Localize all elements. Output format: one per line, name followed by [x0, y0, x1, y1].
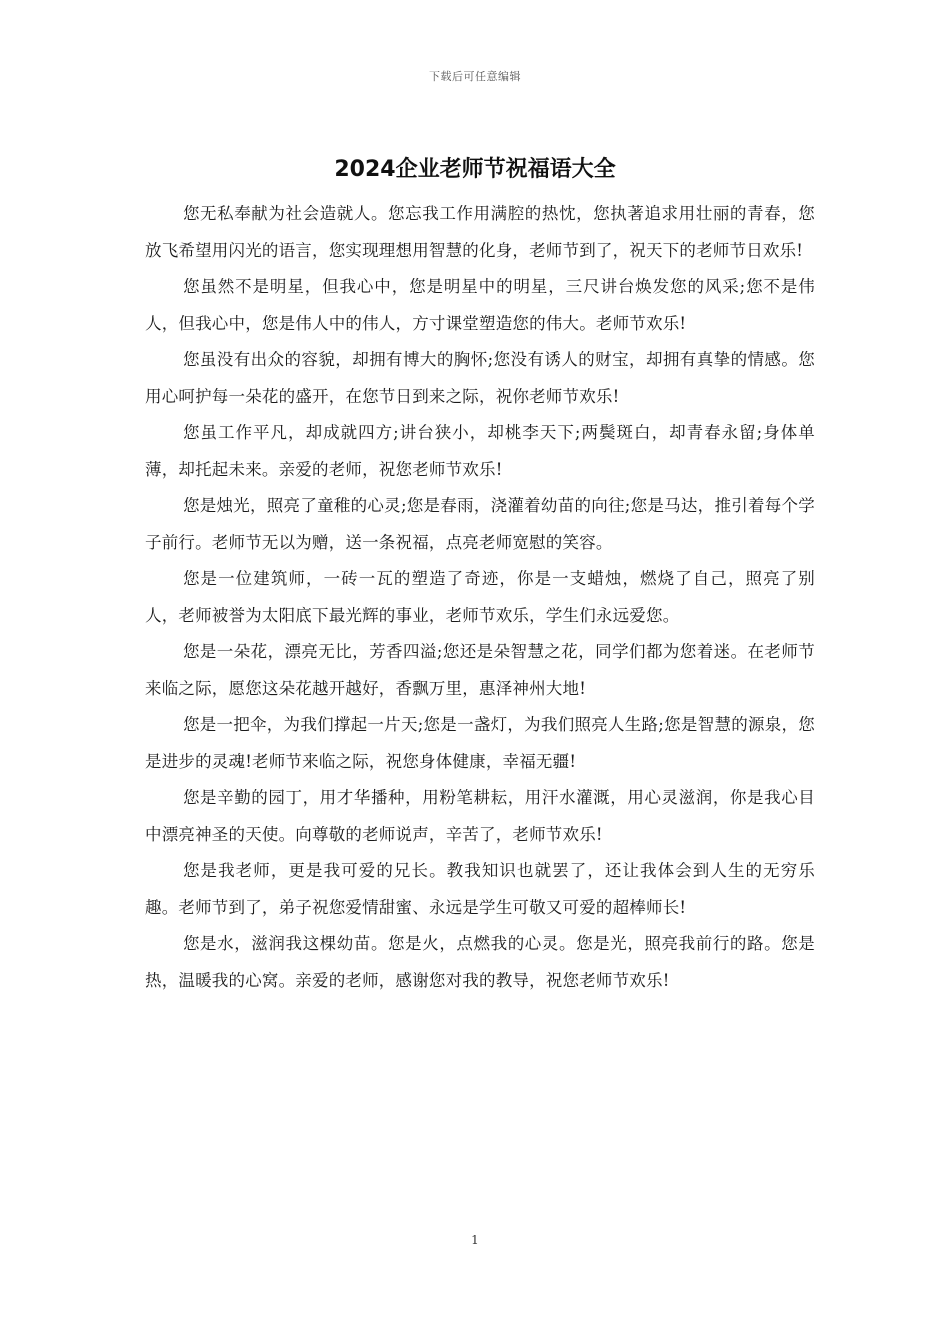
paragraph: 您虽没有出众的容貌，却拥有博大的胸怀;您没有诱人的财宝，却拥有真挚的情感。您用心呵护每一朵花的盛开，在您节日到来之际，祝你老师节欢乐!: [145, 350, 815, 406]
document-body: [145, 196, 815, 999]
paragraph: 您虽然不是明星，但我心中，您是明星中的明星，三尺讲台焕发您的风采;您不是伟人，但我心中，您是伟人中的伟人，方寸课堂塑造您的伟大。老师节欢乐!: [145, 277, 815, 333]
paragraph: 您是一位建筑师，一砖一瓦的塑造了奇迹，你是一支蜡烛，燃烧了自己，照亮了别人，老师被誉为太阳底下最光辉的事业，老师节欢乐，学生们永远爱您。: [145, 569, 815, 625]
paragraph: 您虽工作平凡，却成就四方;讲台狭小，却桃李天下;两鬓斑白，却青春永留;身体单薄，却托起未来。亲爱的老师，祝您老师节欢乐!: [145, 423, 815, 479]
paragraph: 您是烛光，照亮了童稚的心灵;您是春雨，浇灌着幼苗的向往;您是马达，推引着每个学子前行。老师节无以为赠，送一条祝福，点亮老师宽慰的笑容。: [145, 496, 815, 552]
paragraph: 您无私奉献为社会造就人。您忘我工作用满腔的热忱，您执著追求用壮丽的青春，您放飞希望用闪光的语言，您实现理想用智慧的化身，老师节到了，祝天下的老师节日欢乐!: [145, 204, 815, 260]
paragraph: 您是我老师，更是我可爱的兄长。教我知识也就罢了，还让我体会到人生的无穷乐趣。老师节到了，弟子祝您爱情甜蜜、永远是学生可敬又可爱的超棒师长!: [145, 861, 815, 917]
document-title: 2024企业老师节祝福语大全: [334, 157, 616, 182]
paragraph: 您是辛勤的园丁，用才华播种，用粉笔耕耘，用汗水灌溉，用心灵滋润，你是我心目中漂亮神圣的天使。向尊敬的老师说声，辛苦了，老师节欢乐!: [145, 788, 815, 844]
paragraph: 您是水，滋润我这棵幼苗。您是火，点燃我的心灵。您是光，照亮我前行的路。您是热，温暖我的心窝。亲爱的老师，感谢您对我的教导，祝您老师节欢乐!: [145, 934, 815, 990]
page-header: 下载后可任意编辑: [429, 70, 521, 83]
page-number: 1: [471, 1233, 479, 1247]
paragraph: 您是一把伞，为我们撑起一片天;您是一盏灯，为我们照亮人生路;您是智慧的源泉，您是进步的灵魂!老师节来临之际，祝您身体健康，幸福无疆!: [145, 715, 815, 771]
paragraph: 您是一朵花，漂亮无比，芳香四溢;您还是朵智慧之花，同学们都为您着迷。在老师节来临之际，愿您这朵花越开越好，香飘万里，惠泽神州大地!: [145, 642, 815, 698]
